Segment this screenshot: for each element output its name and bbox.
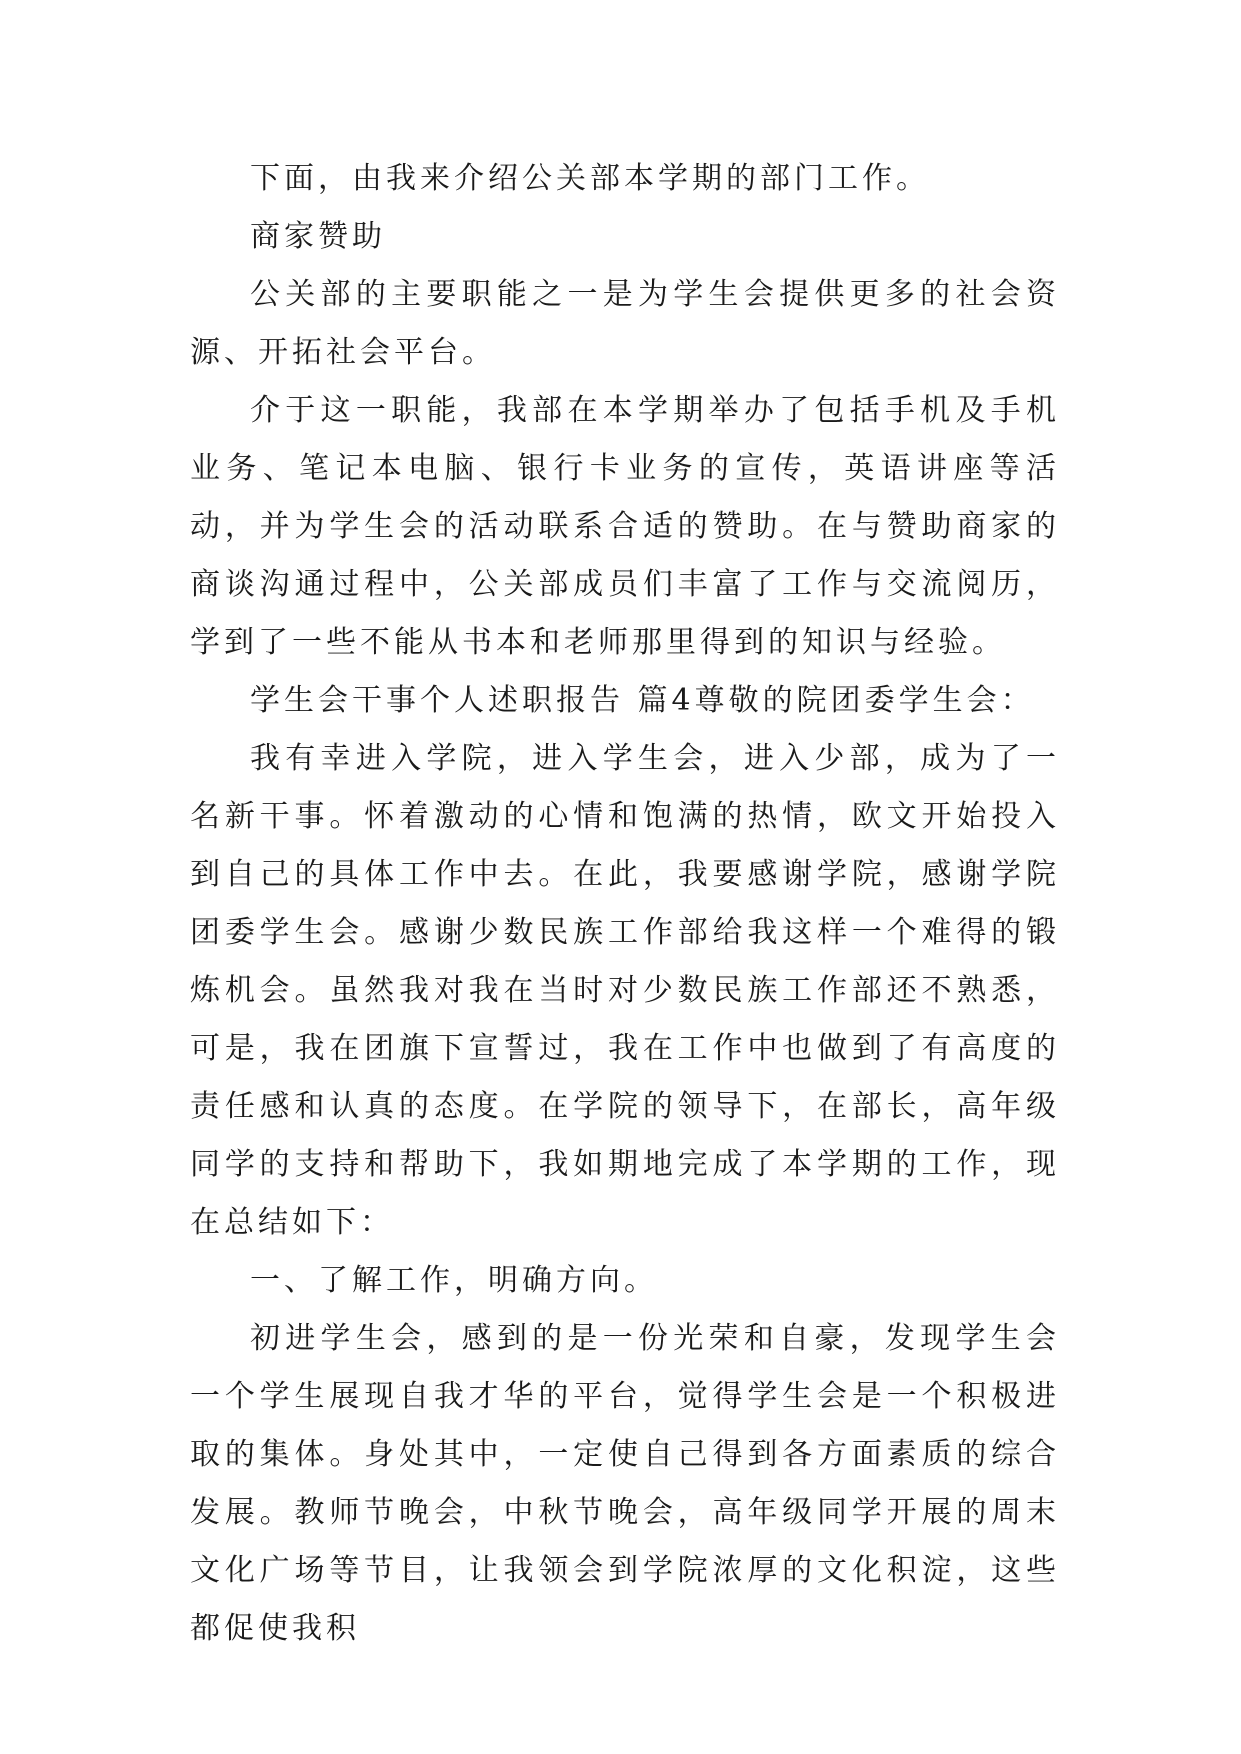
paragraph-activities: 介于这一职能，我部在本学期举办了包括手机及手机业务、笔记本电脑、银行卡业务的宣传，英语讲座等活动，并为学生会的活动联系合适的赞助。在与赞助商家的商谈沟通过程中，公关部成员们丰富了工作与交流阅历，学到了一些不能从书本和老师那里得到的知识与经验。: [190, 393, 1060, 660]
section-heading-sponsorship: 商家赞助: [250, 219, 386, 254]
paragraph-pr-function: 公关部的主要职能之一是为学生会提供更多的社会资源、开拓社会平台。: [190, 277, 1060, 370]
paragraph-intro: 下面，由我来介绍公关部本学期的部门工作。: [250, 161, 930, 196]
report-title-salutation: 学生会干事个人述职报告 篇4尊敬的院团委学生会：: [250, 683, 1035, 718]
document-body: [190, 150, 1060, 1658]
paragraph-first-impression: 初进学生会，感到的是一份光荣和自豪，发现学生会一个学生展现自我才华的平台，觉得学生会是一个积极进取的集体。身处其中，一定使自己得到各方面素质的综合发展。教师节晚会，中秋节晚会，高年级同学开展的周末文化广场等节目，让我领会到学院浓厚的文化积淀，这些都促使我积: [190, 1321, 1060, 1646]
paragraph-introduction-self: 我有幸进入学院，进入学生会，进入少部，成为了一名新干事。怀着激动的心情和饱满的热情，欧文开始投入到自己的具体工作中去。在此，我要感谢学院，感谢学院团委学生会。感谢少数民族工作部给我这样一个难得的锻炼机会。虽然我对我在当时对少数民族工作部还不熟悉，可是，我在团旗下宣誓过，我在工作中也做到了有高度的责任感和认真的态度。在学院的领导下，在部长，高年级同学的支持和帮助下，我如期地完成了本学期的工作，现在总结如下：: [190, 741, 1060, 1240]
section-heading-understand-work: 一、了解工作，明确方向。: [250, 1263, 658, 1298]
